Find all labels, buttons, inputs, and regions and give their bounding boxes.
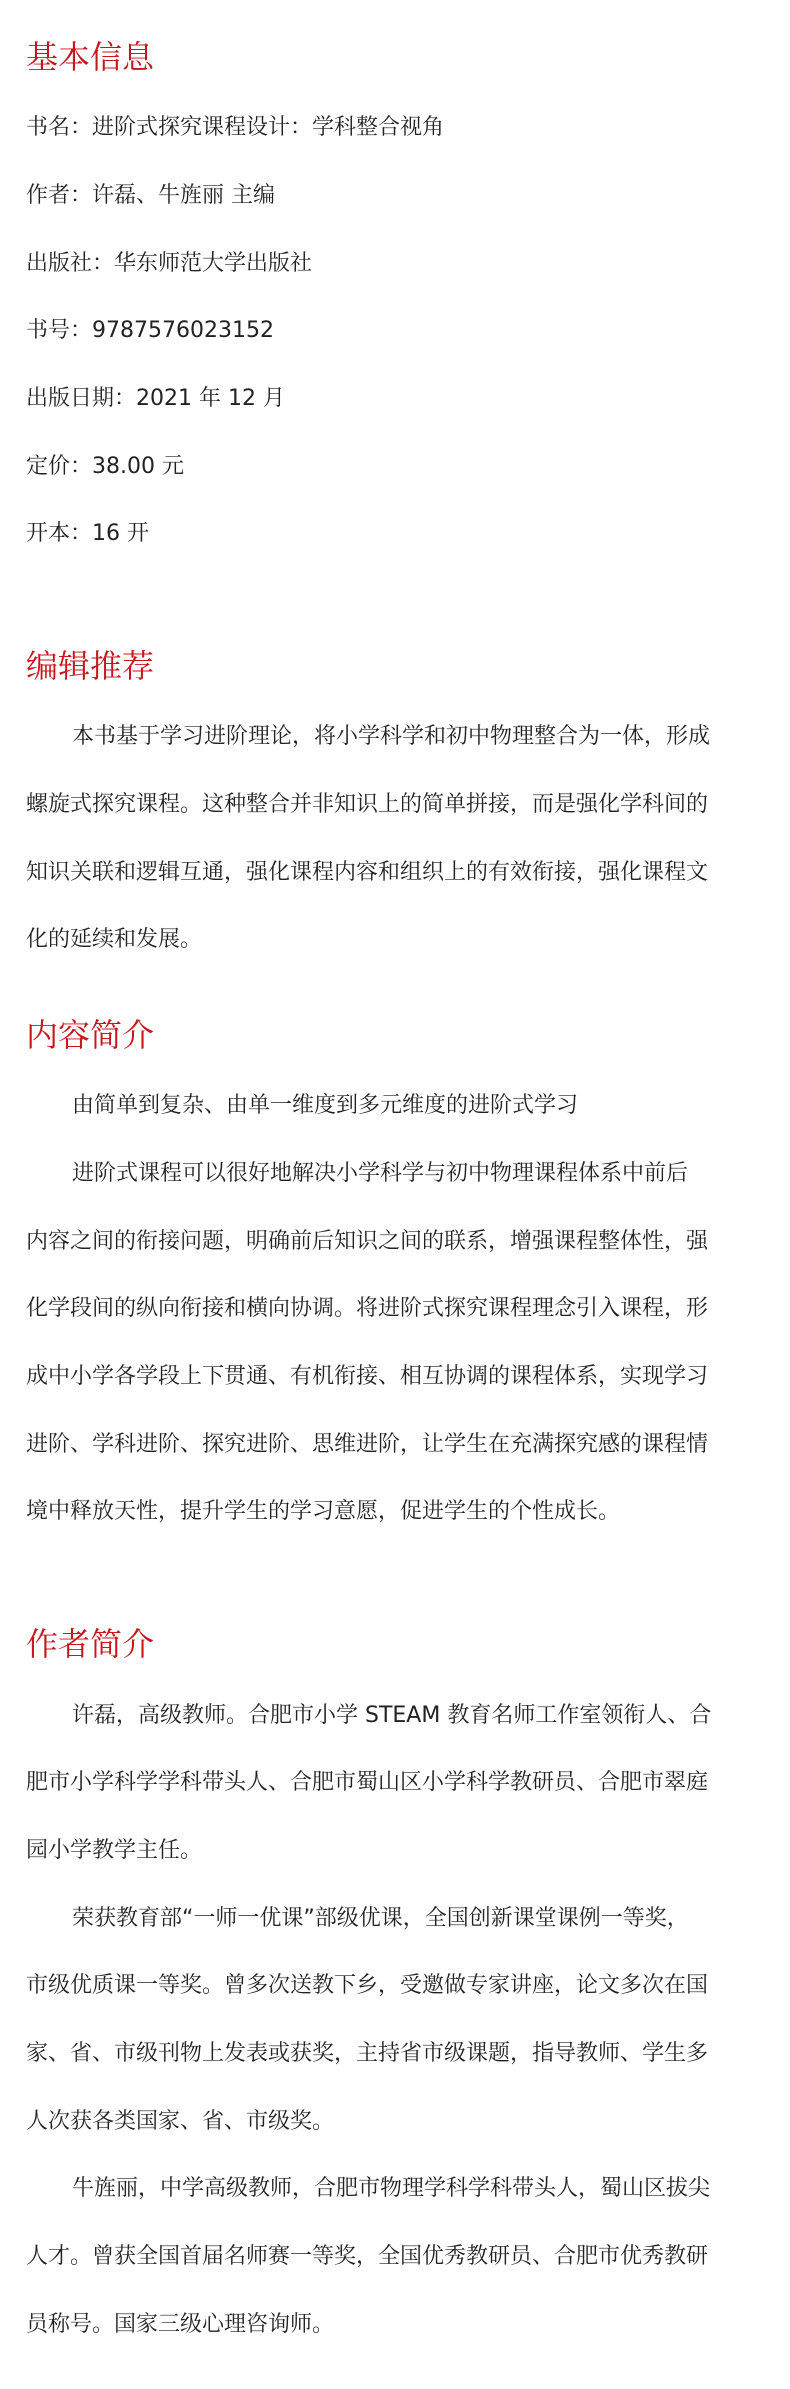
- paragraph-line: 本书基于学习进阶理论，将小学科学和初中物理整合为一体，形成: [72, 724, 711, 749]
- info-title: 书名：进阶式探究课程设计：学科整合视角: [26, 115, 445, 140]
- paragraph-line: 化学段间的纵向衔接和横向协调。将进阶式探究课程理念引入课程，形: [26, 1296, 709, 1321]
- paragraph-line: 人次获各类国家、省、市级奖。: [26, 2109, 335, 2134]
- info-publish-date: 出版日期：2021 年 12 月: [26, 386, 285, 411]
- paragraph-line: 人才。曾获全国首届名师赛一等奖，全国优秀教研员、合肥市优秀教研: [26, 2244, 709, 2269]
- content-intro-heading: 内容简介: [26, 1016, 155, 1054]
- paragraph-line: 园小学教学主任。: [26, 1838, 203, 1863]
- paragraph-line: 内容之间的衔接问题，明确前后知识之间的联系，增强课程整体性，强: [26, 1229, 709, 1254]
- info-publisher: 出版社：华东师范大学出版社: [26, 251, 313, 276]
- basic-info-heading: 基本信息: [26, 38, 155, 76]
- paragraph-line: 员称号。国家三级心理咨询师。: [26, 2312, 335, 2337]
- paragraph-line: 荣获教育部“一师一优课”部级优课，全国创新课堂课例一等奖，: [72, 1906, 689, 1931]
- editor-recommendation-heading: 编辑推荐: [26, 647, 155, 685]
- paragraph-line: 市级优质课一等奖。曾多次送教下乡，受邀做专家讲座，论文多次在国: [26, 1973, 709, 1998]
- paragraph-line: 进阶式课程可以很好地解决小学科学与初中物理课程体系中前后: [72, 1161, 689, 1186]
- info-price: 定价：38.00 元: [26, 454, 184, 479]
- paragraph-line: 牛旌丽，中学高级教师，合肥市物理学科学科带头人，蜀山区拔尖: [72, 2176, 711, 2201]
- paragraph-line: 知识关联和逻辑互通，强化课程内容和组织上的有效衔接，强化课程文: [26, 860, 709, 885]
- paragraph-line: 进阶、学科进阶、探究进阶、思维进阶，让学生在充满探究感的课程情: [26, 1432, 709, 1457]
- paragraph-line: 许磊，高级教师。合肥市小学 STEAM 教育名师工作室领衔人、合: [72, 1703, 712, 1728]
- paragraph-line: 成中小学各学段上下贯通、有机衔接、相互协调的课程体系，实现学习: [26, 1364, 709, 1389]
- paragraph-line: 肥市小学科学学科带头人、合肥市蜀山区小学科学教研员、合肥市翠庭: [26, 1770, 709, 1795]
- paragraph-line: 家、省、市级刊物上发表或获奖，主持省市级课题，指导教师、学生多: [26, 2041, 709, 2066]
- paragraph-line: 化的延续和发展。: [26, 927, 203, 952]
- info-format: 开本：16 开: [26, 521, 149, 546]
- paragraph-line: 境中释放天性，提升学生的学习意愿，促进学生的个性成长。: [26, 1499, 621, 1524]
- author-intro-heading: 作者简介: [26, 1625, 155, 1663]
- paragraph-line: 螺旋式探究课程。这种整合并非知识上的简单拼接，而是强化学科间的: [26, 792, 709, 817]
- info-author: 作者：许磊、牛旌丽 主编: [26, 183, 275, 208]
- info-isbn: 书号：9787576023152: [26, 318, 274, 343]
- content-intro-subtitle: 由简单到复杂、由单一维度到多元维度的进阶式学习: [72, 1093, 579, 1118]
